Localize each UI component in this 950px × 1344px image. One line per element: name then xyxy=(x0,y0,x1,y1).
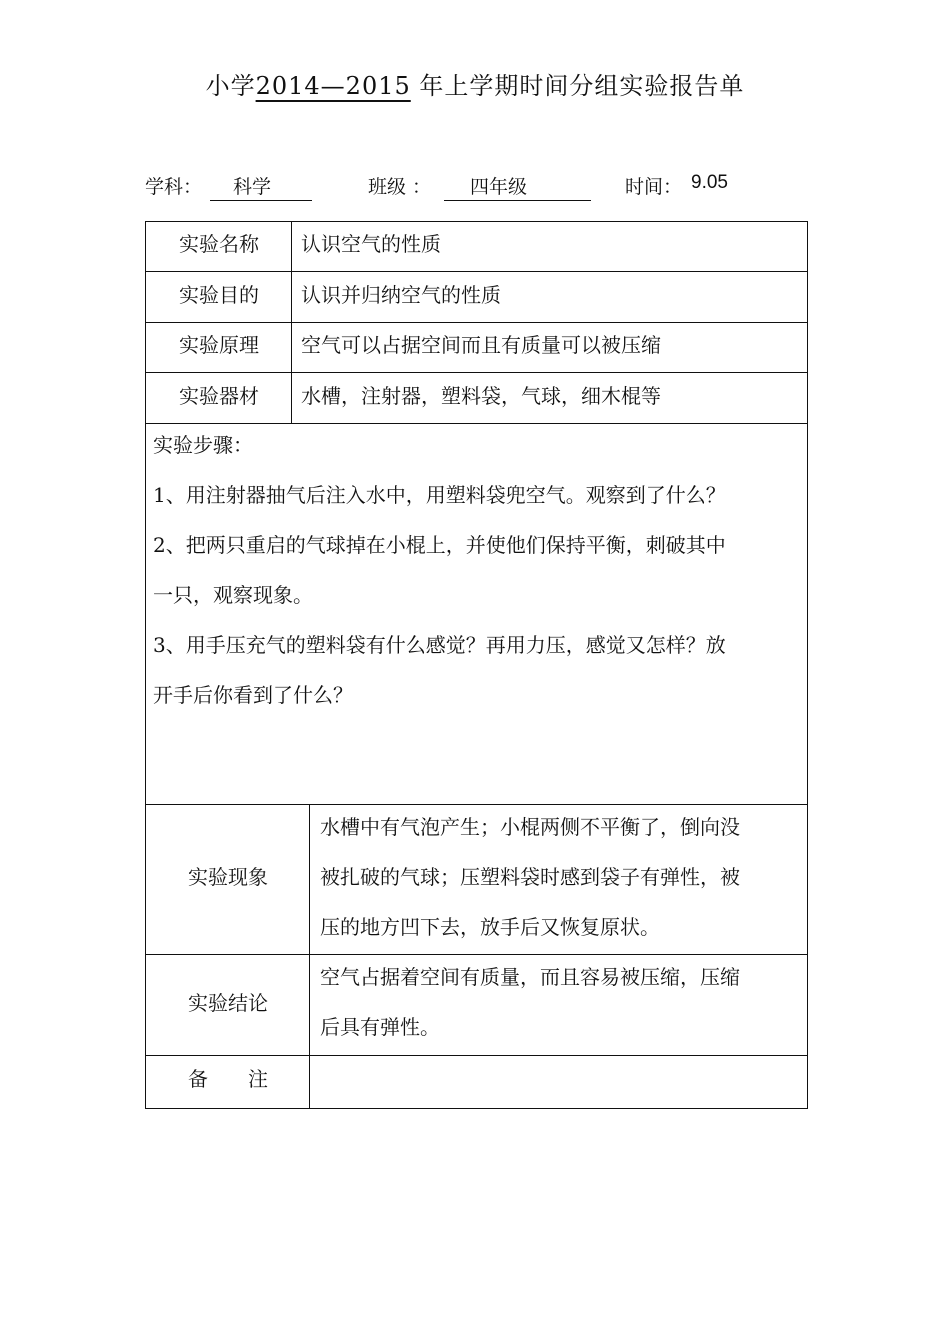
experiment-equipment-label: 实验器材 xyxy=(179,384,259,408)
class-value: 四年级 xyxy=(470,176,528,198)
column-divider xyxy=(309,804,310,1109)
subject-label: 学科： xyxy=(145,176,203,198)
row-divider xyxy=(145,322,808,323)
steps-header: 实验步骤： xyxy=(153,433,253,457)
page-title xyxy=(0,66,950,101)
table-border-bottom xyxy=(145,1108,808,1109)
experiment-steps xyxy=(153,420,798,720)
step-line: 一只，观察现象。 xyxy=(153,583,313,607)
table-border-right xyxy=(807,221,808,1109)
phenomenon-line: 水槽中有气泡产生；小棍两侧不平衡了，倒向没 xyxy=(320,815,740,839)
experiment-purpose-label: 实验目的 xyxy=(179,283,259,307)
subject-underline xyxy=(210,200,312,201)
phenomenon-value xyxy=(320,802,800,952)
time-label: 时间： xyxy=(625,176,683,198)
row-divider xyxy=(145,372,808,373)
table-border-top xyxy=(145,221,808,222)
phenomenon-line: 被扎破的气球；压塑料袋时感到袋子有弹性，被 xyxy=(320,865,740,889)
conclusion-label: 实验结论 xyxy=(188,991,268,1015)
class-label: 班级 ： xyxy=(368,176,432,198)
class-underline xyxy=(444,200,591,201)
conclusion-value xyxy=(320,952,800,1052)
step-line: 3、用手压充气的塑料袋有什么感觉？再用力压，感觉又怎样？放 xyxy=(153,633,726,657)
phenomenon-line: 压的地方凹下去，放手后又恢复原状。 xyxy=(320,915,660,939)
conclusion-line: 空气占据着空间有质量，而且容易被压缩，压缩 xyxy=(320,965,740,989)
conclusion-line: 后具有弹性。 xyxy=(320,1015,440,1039)
row-divider xyxy=(145,271,808,272)
row-divider xyxy=(145,1055,808,1056)
step-line: 1、用注射器抽气后注入水中，用塑料袋兜空气。观察到了什么？ xyxy=(153,483,726,507)
experiment-principle-value: 空气可以占据空间而且有质量可以被压缩 xyxy=(301,333,661,357)
experiment-name-value: 认识空气的性质 xyxy=(301,232,441,256)
remarks-label: 备 注 xyxy=(188,1067,268,1091)
subject-value: 科学 xyxy=(233,176,272,198)
title-suffix: 年上学期时间分组实验报告单 xyxy=(410,72,745,100)
time-value: 9.05 xyxy=(691,172,728,193)
step-line: 2、把两只重启的气球掉在小棍上，并使他们保持平衡，刺破其中 xyxy=(153,533,726,557)
phenomenon-label: 实验现象 xyxy=(188,865,268,889)
title-years: 2014—2015 xyxy=(255,72,411,100)
experiment-purpose-value: 认识并归纳空气的性质 xyxy=(301,283,501,307)
experiment-principle-label: 实验原理 xyxy=(179,333,259,357)
experiment-equipment-value: 水槽，注射器，塑料袋，气球，细木棍等 xyxy=(301,384,661,408)
step-line: 开手后你看到了什么？ xyxy=(153,683,353,707)
experiment-name-label: 实验名称 xyxy=(179,232,259,256)
title-prefix: 小学 xyxy=(205,72,256,100)
